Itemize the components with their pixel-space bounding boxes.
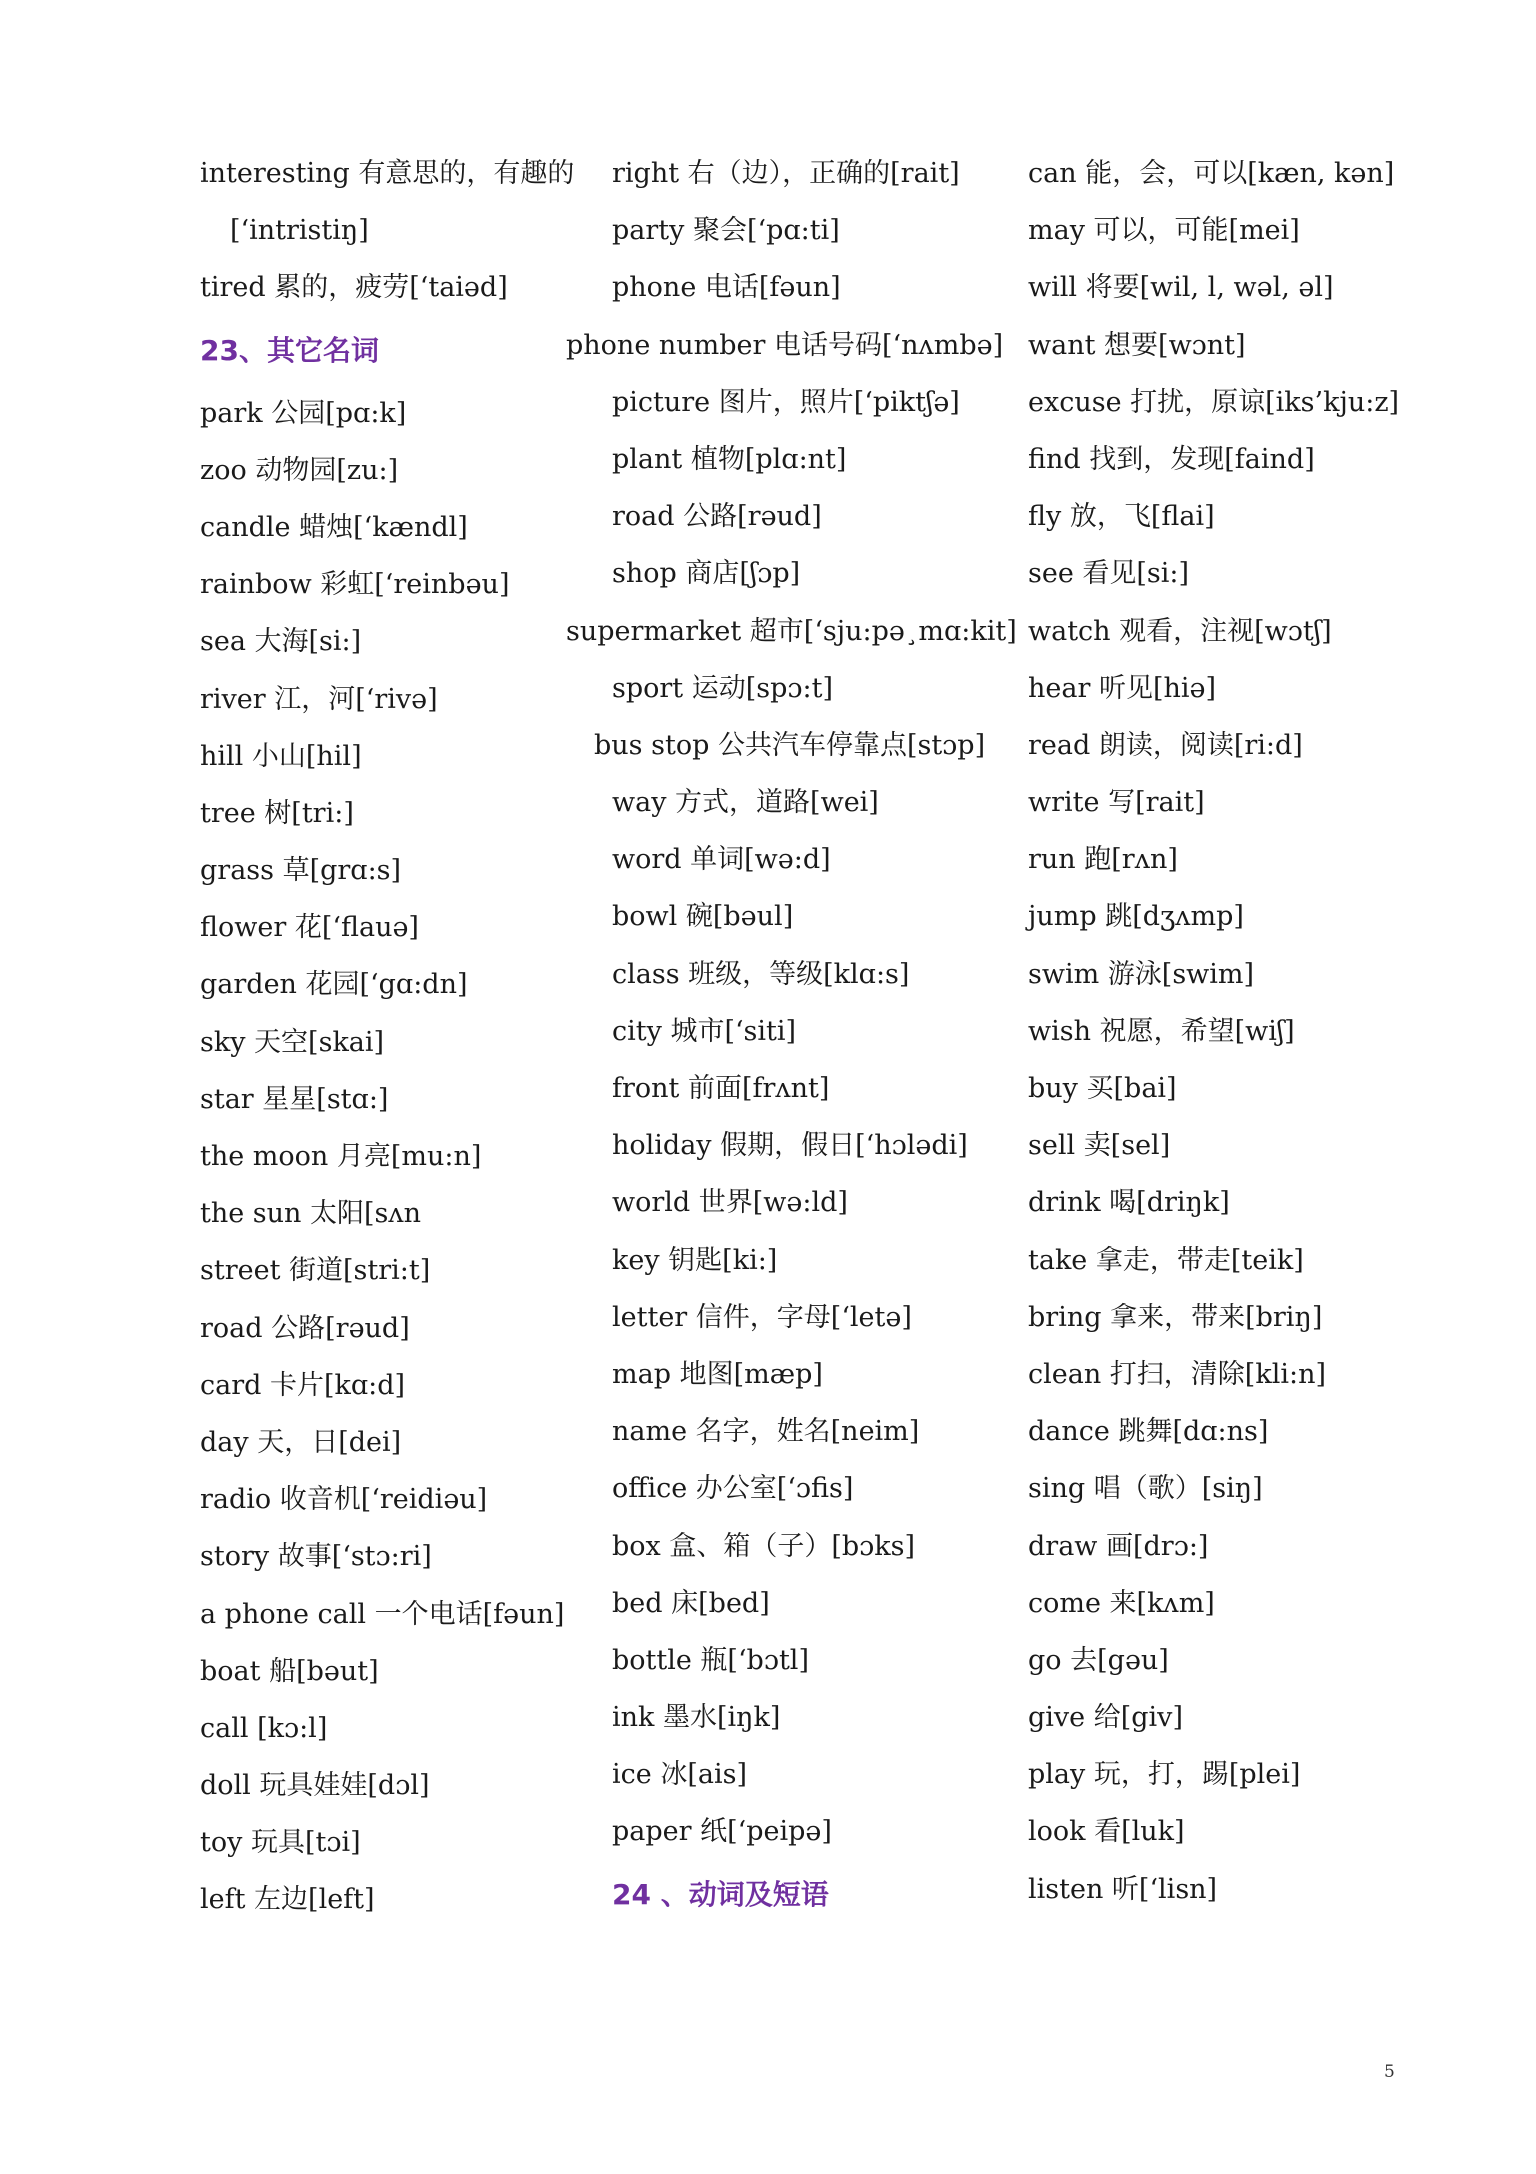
- vocab-entry: paper 纸[‘peipə]: [612, 1816, 832, 1848]
- vocab-entry: tree 树[tri:]: [200, 797, 354, 829]
- vocab-column-1: [200, 145, 600, 1929]
- vocab-entry: take 拿走，带走[teik]: [1028, 1244, 1304, 1276]
- vocab-entry: play 玩，打，踢[plei]: [1028, 1759, 1301, 1791]
- vocab-entry: jump 跳[dʒʌmp]: [1028, 901, 1244, 933]
- vocab-entry: swim 游泳[swim]: [1028, 958, 1255, 990]
- vocab-entry: front 前面[frʌnt]: [612, 1073, 830, 1104]
- vocab-entry: read 朗读，阅读[ri:d]: [1028, 729, 1303, 761]
- vocab-entry: go 去[gəu]: [1028, 1644, 1169, 1676]
- vocab-entry: supermarket 超市[‘sju:pə¸mɑ:kit]: [566, 615, 1017, 647]
- vocab-entry: city 城市[‘siti]: [612, 1015, 797, 1047]
- vocab-entry: left 左边[left]: [200, 1884, 375, 1916]
- vocab-entry: bowl 碗[bəul]: [612, 901, 794, 933]
- vocab-entry: grass 草[grɑ:s]: [200, 855, 402, 887]
- vocab-entry: name 名字，姓名[neim]: [612, 1416, 920, 1448]
- vocab-entry: run 跑[rʌn]: [1028, 844, 1178, 876]
- vocab-entry: tired 累的，疲劳[‘taiəd]: [200, 272, 508, 304]
- vocab-entry: the sun 太阳[sʌn: [200, 1198, 422, 1230]
- vocab-entry: hill 小山[hil]: [200, 740, 362, 772]
- vocab-entry: interesting 有意思的，有趣的: [200, 158, 575, 189]
- vocab-entry: watch 观看，注视[wɔtʃ]: [1028, 615, 1332, 647]
- vocab-entry: call [kɔ:l]: [200, 1712, 328, 1744]
- vocab-entry: rainbow 彩虹[‘reinbəu]: [200, 569, 510, 601]
- vocab-entry: class 班级，等级[klɑ:s]: [612, 958, 910, 990]
- vocab-entry: box 盒、箱（子）[bɔks]: [612, 1530, 916, 1562]
- vocab-entry: candle 蜡烛[‘kændl]: [200, 511, 468, 543]
- vocab-entry: the moon 月亮[mu:n]: [200, 1141, 482, 1172]
- vocab-entry: drink 喝[driŋk]: [1028, 1187, 1230, 1219]
- vocab-entry: right 右（边），正确的[rait]: [612, 158, 960, 189]
- vocab-entry: star 星星[stɑ:]: [200, 1083, 389, 1115]
- vocab-entry: doll 玩具娃娃[dɔl]: [200, 1770, 430, 1802]
- vocab-entry: letter 信件，字母[‘letə]: [612, 1301, 912, 1333]
- vocab-entry: write 写[rait]: [1028, 787, 1205, 819]
- vocab-entry-phonetic: [‘intristiŋ]: [230, 215, 369, 247]
- vocab-entry: road 公路[rəud]: [612, 501, 822, 533]
- vocab-entry: bottle 瓶[‘bɔtl]: [612, 1644, 809, 1676]
- vocab-entry: way 方式，道路[wei]: [612, 787, 879, 819]
- vocab-column-3: [1028, 145, 1508, 1918]
- vocab-entry: want 想要[wɔnt]: [1028, 329, 1246, 361]
- vocab-entry: may 可以，可能[mei]: [1028, 215, 1300, 247]
- vocab-entry: hear 听见[hiə]: [1028, 672, 1217, 704]
- vocab-entry: office 办公室[‘ɔfis]: [612, 1473, 854, 1505]
- vocab-entry: garden 花园[‘gɑ:dn]: [200, 969, 468, 1001]
- vocab-entry: picture 图片，照片[‘piktʃə]: [612, 386, 960, 418]
- vocab-entry: shop 商店[ʃɔp]: [612, 558, 801, 590]
- vocab-entry: radio 收音机[‘reidiəu]: [200, 1484, 488, 1516]
- section-heading-23: 23、其它名词: [200, 333, 379, 367]
- vocab-entry: bring 拿来，带来[briŋ]: [1028, 1301, 1323, 1333]
- vocab-entry: holiday 假期，假日[‘hɔlədi]: [612, 1130, 968, 1162]
- vocab-entry: street 街道[stri:t]: [200, 1255, 431, 1287]
- vocab-entry: plant 植物[plɑ:nt]: [612, 443, 847, 475]
- vocab-entry: excuse 打扰，原谅[iks’kju:z]: [1028, 386, 1400, 418]
- vocab-entry: word 单词[wə:d]: [612, 844, 831, 876]
- vocab-entry: draw 画[drɔ:]: [1028, 1530, 1209, 1562]
- vocab-entry: river 江，河[‘rivə]: [200, 683, 438, 715]
- vocab-entry: buy 买[bai]: [1028, 1073, 1177, 1104]
- vocab-entry: toy 玩具[tɔi]: [200, 1827, 361, 1859]
- vocab-entry: day 天，日[dei]: [200, 1426, 402, 1458]
- section-heading-24: 24 、动词及短语: [612, 1877, 829, 1911]
- vocab-entry: ink 墨水[iŋk]: [612, 1702, 781, 1734]
- vocab-entry: park 公园[pɑ:k]: [200, 397, 407, 429]
- vocab-entry: party 聚会[‘pɑ:ti]: [612, 215, 840, 247]
- vocab-entry: sky 天空[skai]: [200, 1026, 385, 1058]
- vocab-entry: can 能，会，可以[kæn, kən]: [1028, 158, 1395, 189]
- vocab-entry: will 将要[wil, l, wəl, əl]: [1028, 272, 1334, 304]
- vocab-entry: a phone call 一个电话[fəun]: [200, 1598, 565, 1630]
- vocab-entry: sport 运动[spɔ:t]: [612, 672, 834, 704]
- vocab-entry: phone number 电话号码[‘nʌmbə]: [566, 329, 1004, 361]
- vocab-entry: listen 听[‘lisn]: [1028, 1873, 1218, 1905]
- vocab-entry: card 卡片[kɑ:d]: [200, 1369, 406, 1401]
- vocab-entry: fly 放，飞[flai]: [1028, 501, 1215, 533]
- vocab-entry: clean 打扫，清除[kli:n]: [1028, 1358, 1326, 1390]
- vocab-column-2: [566, 145, 1026, 1929]
- vocab-entry: story 故事[‘stɔ:ri]: [200, 1541, 432, 1573]
- vocab-entry: dance 跳舞[dɑ:ns]: [1028, 1416, 1269, 1448]
- vocab-entry: see 看见[si:]: [1028, 558, 1190, 590]
- vocab-entry: key 钥匙[ki:]: [612, 1244, 778, 1276]
- vocab-entry: phone 电话[fəun]: [612, 272, 841, 304]
- vocab-entry: map 地图[mæp]: [612, 1358, 823, 1390]
- vocab-entry: look 看[luk]: [1028, 1816, 1185, 1848]
- vocab-entry: come 来[kʌm]: [1028, 1587, 1215, 1619]
- vocab-entry: sing 唱（歌）[siŋ]: [1028, 1473, 1263, 1505]
- vocab-entry: bus stop 公共汽车停靠点[stɔp]: [594, 729, 986, 761]
- page-number: 5: [1384, 2062, 1395, 2082]
- vocab-entry: zoo 动物园[zu:]: [200, 454, 399, 486]
- vocab-entry: give 给[giv]: [1028, 1702, 1183, 1734]
- vocab-entry: find 找到，发现[faind]: [1028, 443, 1315, 475]
- vocab-entry: sea 大海[si:]: [200, 626, 362, 658]
- vocab-entry: road 公路[rəud]: [200, 1312, 410, 1344]
- vocab-entry: world 世界[wə:ld]: [612, 1187, 848, 1219]
- vocab-entry: sell 卖[sel]: [1028, 1130, 1171, 1162]
- vocab-entry: ice 冰[ais]: [612, 1759, 747, 1791]
- vocab-entry: flower 花[‘flauə]: [200, 912, 419, 944]
- vocab-entry: boat 船[bəut]: [200, 1655, 379, 1687]
- vocab-entry: bed 床[bed]: [612, 1587, 770, 1619]
- vocab-entry: wish 祝愿，希望[wiʃ]: [1028, 1015, 1295, 1047]
